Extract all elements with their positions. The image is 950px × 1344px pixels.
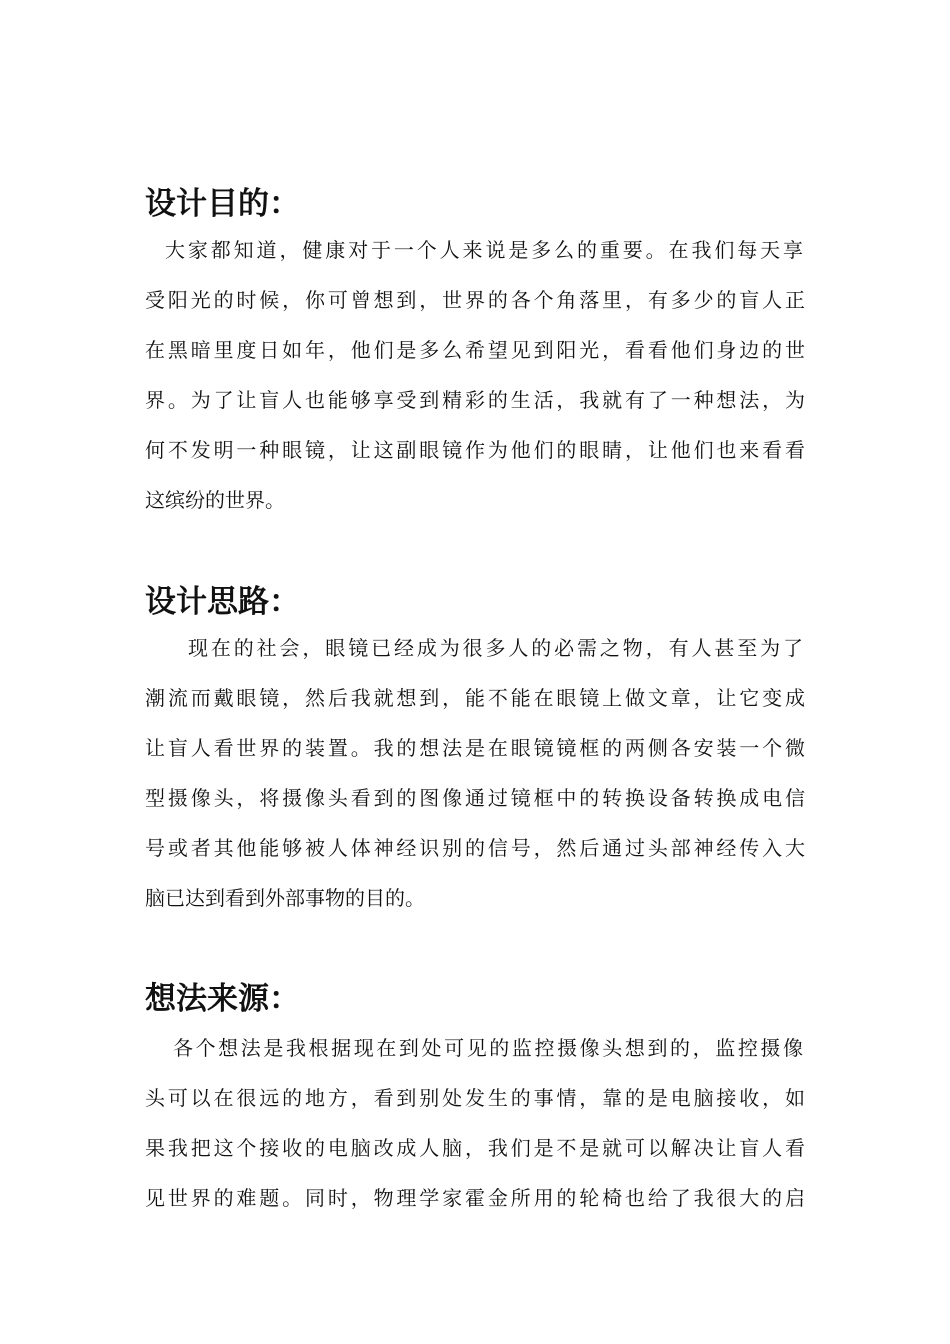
paragraph-line: 果我把这个接收的电脑改成人脑，我们是不是就可以解决让盲人看 xyxy=(145,1136,805,1160)
paragraph-line: 头可以在很远的地方，看到别处发生的事情，靠的是电脑接收，如 xyxy=(145,1086,805,1110)
paragraph-line: 大家都知道，健康对于一个人来说是多么的重要。在我们每天享 xyxy=(165,238,803,262)
paragraph-line: 各个想法是我根据现在到处可见的监控摄像头想到的，监控摄像 xyxy=(173,1036,803,1060)
section-heading-design-purpose: 设计目的： xyxy=(145,186,300,222)
paragraph-line: 型摄像头，将摄像头看到的图像通过镜框中的转换设备转换成电信 xyxy=(145,786,805,810)
paragraph-line: 何不发明一种眼镜，让这副眼镜作为他们的眼睛，让他们也来看看 xyxy=(145,438,805,462)
paragraph-line: 脑已达到看到外部事物的目的。 xyxy=(145,886,425,910)
paragraph-line: 潮流而戴眼镜，然后我就想到，能不能在眼镜上做文章，让它变成 xyxy=(145,686,805,710)
paragraph-line: 在黑暗里度日如年，他们是多么希望见到阳光，看看他们身边的世 xyxy=(145,338,805,362)
paragraph-line: 界。为了让盲人也能够享受到精彩的生活，我就有了一种想法，为 xyxy=(145,388,805,412)
paragraph-line: 号或者其他能够被人体神经识别的信号，然后通过头部神经传入大 xyxy=(145,836,805,860)
section-heading-idea-source: 想法来源： xyxy=(145,981,300,1017)
paragraph-line: 现在的社会，眼镜已经成为很多人的必需之物，有人甚至为了 xyxy=(188,636,803,660)
paragraph-line: 让盲人看世界的装置。我的想法是在眼镜镜框的两侧各安装一个微 xyxy=(145,736,805,760)
paragraph-line: 这缤纷的世界。 xyxy=(145,488,285,512)
section-heading-design-idea: 设计思路： xyxy=(145,584,300,620)
paragraph-line: 见世界的难题。同时，物理学家霍金所用的轮椅也给了我很大的启 xyxy=(145,1186,805,1210)
paragraph-line: 受阳光的时候，你可曾想到，世界的各个角落里，有多少的盲人正 xyxy=(145,288,805,312)
